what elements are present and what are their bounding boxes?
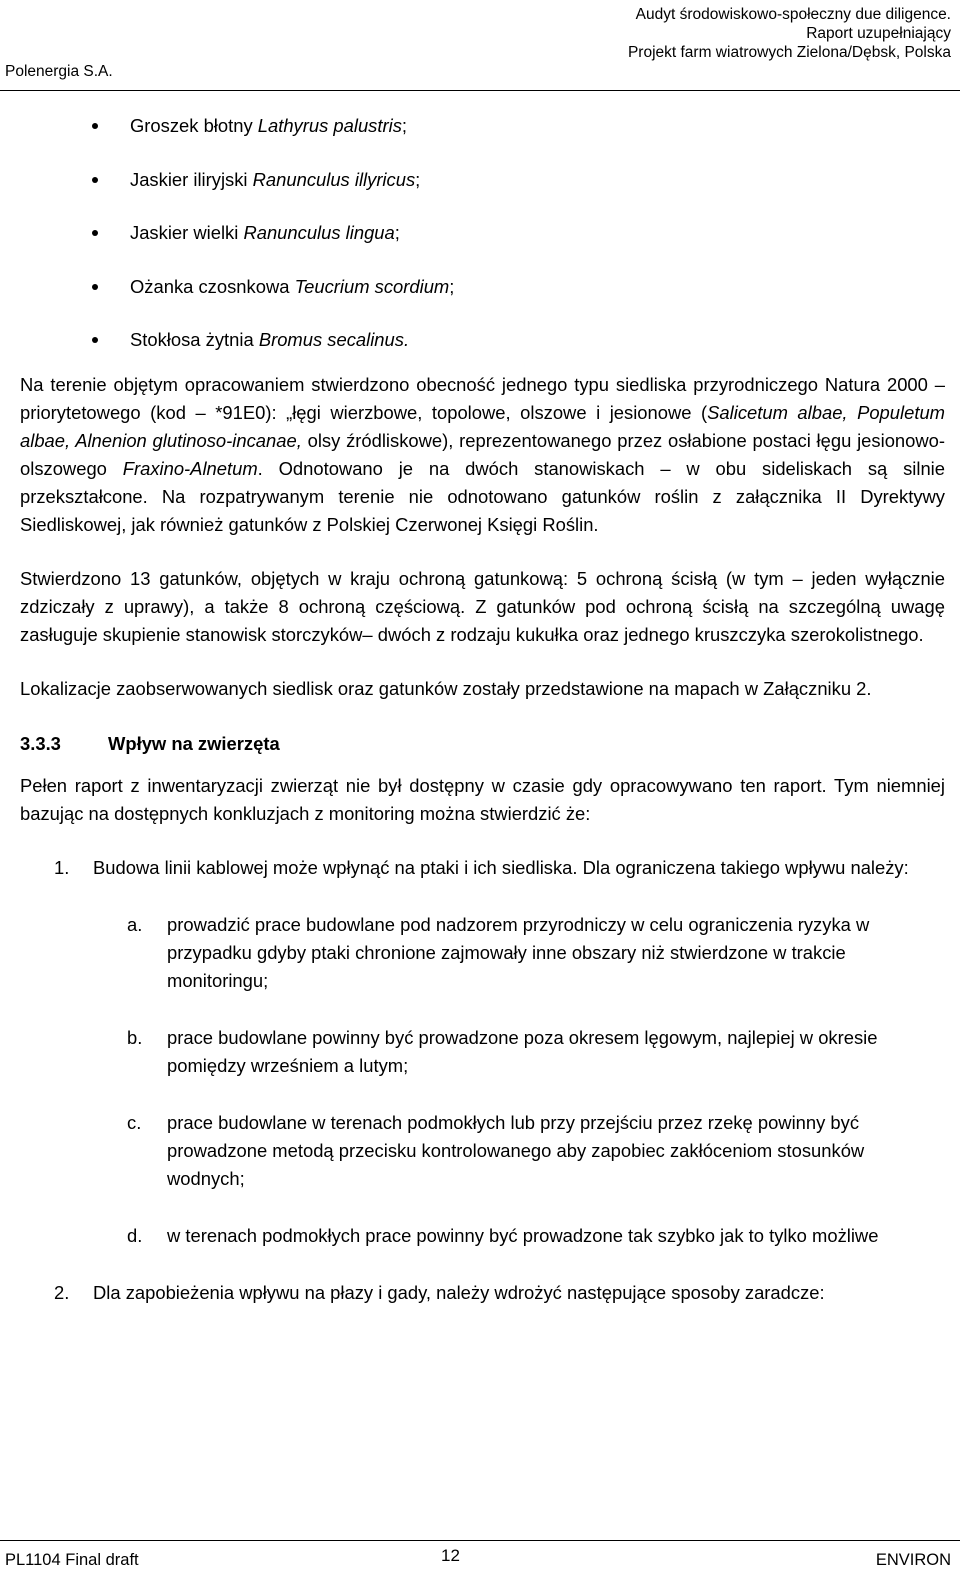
species-latin: Bromus secalinus. (258, 329, 410, 350)
page-number: 12 (441, 1546, 460, 1565)
list-marker: c. (127, 1112, 142, 1133)
header-title-line-1: Audyt środowiskowo-społeczny due diligence. (635, 6, 951, 23)
species-end: ; (415, 168, 421, 190)
list-item-text: w terenach podmokłych prace powinny być prowadzone tak szybko jak to tylko możliwe (167, 1225, 879, 1246)
list-item (20, 1024, 945, 1080)
species-end: ; (401, 115, 408, 136)
footer-brand: ENVIRON (875, 1551, 951, 1569)
list-item (20, 112, 945, 140)
species-latin: Ranunculus illyricus (252, 168, 416, 190)
document-body (20, 112, 945, 1307)
latin-name: Fraxino-Alnetum (122, 458, 258, 479)
paragraph-text: . Odnotowano je na dwóch stanowiskach – w obu sideliskach są silnie przekształcone. Na rozpatrywanym terenie nie odnotowano gatunków roślin z załącznika II Dyrektywy Siedliskowej, jak również gatunków z Polskiej Czerwonej Księgi Roślin. (20, 458, 945, 535)
page-footer (0, 1540, 960, 1586)
bullet-icon (92, 123, 98, 129)
list-item (20, 273, 945, 301)
header-title-line-3: Projekt farm wiatrowych Zielona/Dębsk, Polska (627, 44, 951, 61)
latin-names: Salicetum albae, Populetum albae, Alnenion glutinoso-incanae, (20, 402, 945, 451)
species-name: Stokłosa żytnia (130, 329, 259, 350)
sub-list (20, 911, 945, 1250)
paragraph-text: Na terenie objętym opracowaniem stwierdzono obecność jednego typu siedliska przyrodniczego Natura 2000 – priorytetowego (kod – *91E0): „łęgi wierzbowe, topolowe, olszowe i jesionowe ( (20, 374, 945, 423)
list-item-text: Dla zapobieżenia wpływu na płazy i gady, należy wdrożyć następujące sposoby zaradcze: (93, 1282, 825, 1303)
species-latin: Ranunculus lingua (243, 222, 395, 243)
paragraph-animals: Pełen raport z inwentaryzacji zwierząt nie był dostępny w czasie gdy opracowywano ten raport. Tym niemniej bazując na dostępnych konkluzjach z monitoring można stwierdzić że: (20, 775, 945, 824)
list-item (20, 1109, 945, 1193)
list-marker: 1. (54, 857, 70, 878)
species-name: Groszek błotny (130, 115, 258, 136)
bullet-icon (92, 177, 98, 183)
paragraph-habitat (20, 371, 945, 539)
paragraph-text: olsy źródliskowe), reprezentowanego przez osłabione postaci łęgu jesionowo-olszowego (20, 430, 946, 479)
list-item (20, 1279, 945, 1307)
list-item-text: prace budowlane w terenach podmokłych lub przy przejściu przez rzekę powinny być prowadzone metodą przecisku kontrolowanego aby zapobiec zakłóceniom stosunków wodnych; (167, 1112, 865, 1189)
list-marker: 2. (54, 1282, 70, 1303)
list-item (20, 1222, 945, 1250)
list-marker: d. (127, 1225, 143, 1246)
list-item (20, 219, 945, 247)
list-marker: a. (127, 914, 143, 935)
measures-list (20, 854, 945, 1307)
list-item (20, 854, 945, 882)
paragraph-protected-species: Stwierdzono 13 gatunków, objętych w kraju ochroną gatunkową: 5 ochroną ścisłą (w tym – jeden wyłącznie zdziczały z uprawy), a także 8 ochroną częściową. Z gatunków pod ochroną ścisłą na szczególną uwagę zasługuje skupienie stanowisk storczyków– dwóch z rodzaju kukułka oraz jednego kruszczyka szerokolistnego. (20, 568, 945, 645)
species-name: Ożanka czosnkowa (130, 275, 295, 297)
section-title: Wpływ na zwierzęta (108, 733, 280, 754)
section-number: 3.3.3 (20, 733, 61, 754)
list-item-text: prace budowlane powinny być prowadzone poza okresem lęgowym, najlepiej w okresie pomiędzy wrześniem a lutym; (167, 1027, 878, 1076)
species-latin: Teucrium scordium (294, 275, 450, 297)
species-latin: Lathyrus palustris (257, 115, 402, 136)
species-name: Jaskier iliryjski (130, 168, 253, 190)
list-item (20, 911, 945, 995)
species-name: Jaskier wielki (130, 222, 244, 243)
paragraph-locations: Lokalizacje zaobserwowanych siedlisk oraz gatunków zostały przedstawione na mapach w Załączniku 2. (20, 678, 872, 699)
list-item (20, 166, 945, 194)
footer-document-id: PL1104 Final draft (5, 1551, 139, 1569)
header-title-block (628, 5, 951, 62)
bullet-icon (92, 284, 98, 290)
section-heading (20, 730, 945, 758)
list-item-text: prowadzić prace budowlane pod nadzorem przyrodniczy w celu ograniczenia ryzyka w przypadku gdyby ptaki chronione zajmowały inne obszary niż stwierdzone w trakcie monitoringu; (167, 914, 870, 991)
list-item (20, 326, 945, 354)
header-title-line-2: Raport uzupełniający (806, 25, 951, 42)
header-company: Polenergia S.A. (5, 63, 113, 80)
page-header (0, 0, 960, 91)
species-bullet-list (20, 112, 945, 354)
list-item-text: Budowa linii kablowej może wpłynąć na ptaki i ich siedliska. Dla ograniczena takiego wpływu należy: (93, 857, 909, 878)
species-end: ; (449, 275, 455, 297)
bullet-icon (92, 230, 98, 236)
bullet-icon (92, 337, 98, 343)
list-marker: b. (127, 1027, 143, 1048)
species-end: ; (394, 222, 400, 243)
